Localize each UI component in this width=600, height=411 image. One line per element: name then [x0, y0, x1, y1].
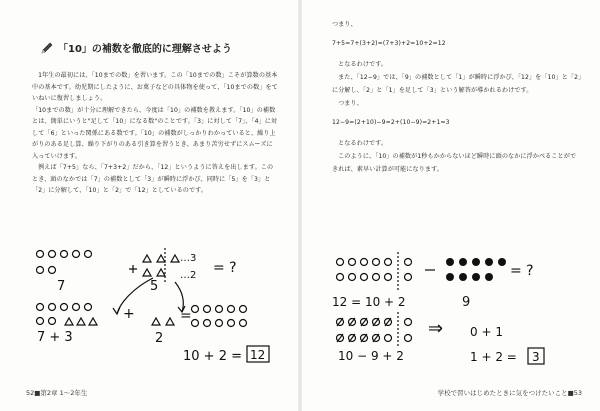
number-7: 7 [57, 279, 66, 294]
expr-7-plus-3: 7 + 3 [37, 330, 73, 345]
expr-12-split: 12 = 10 + 2 [332, 295, 406, 309]
arrow-right-icon: ⇒ [428, 318, 444, 339]
plus-sign: + [123, 306, 135, 322]
line-1: つまり、 [332, 21, 357, 28]
section-heading [40, 40, 232, 55]
page-footer-right: 学校で習いはじめたときに気をつけたいこと■53 [437, 389, 582, 397]
bracket-2-label: …2 [180, 270, 197, 281]
line-4: また、「12−9」では、「9」の補数として「1」が瞬時に浮かび、「12」を「10」と「2」に分解し、「2」と「1」を足して「3」という解答が導かれるわけです。 [332, 74, 582, 94]
paragraph-1: 1年生の最初には、「10までの数」を習います。この「10までの数」こそが算数の基本中の基本です。幼児期にしたように、お菓子などの具体物を使って、「10までの数」をていねいに復習しましょう。 [32, 72, 278, 102]
result-value: 12 [250, 348, 266, 362]
line-8: このように、「10」の補数が1秒もかからないほど瞬時に頭のなかに浮かべることができれば、素早い計算が可能になります。 [332, 153, 577, 173]
bottom-expression: 10 − 9 + 2 [338, 349, 404, 363]
equation-2: 12−9=(2+10)−9=2+(10−9)=2+1=3 [332, 119, 450, 126]
line-7: となるわけです。 [338, 140, 388, 147]
number-9: 9 [462, 295, 471, 310]
result-value-right: 3 [532, 350, 540, 364]
complement-diagram-right [330, 250, 590, 380]
pencil-icon [40, 41, 54, 55]
equation-1: 7+5=7+(3+2)=(7+3)+2=10+2=12 [332, 40, 446, 47]
result-expression: 10 + 2 = [183, 349, 242, 364]
equals-sign: = [180, 308, 192, 324]
line-3: となるわけです。 [338, 61, 388, 68]
question-equation: = ? [213, 260, 237, 276]
heading-text: 「10」の補数を徹底的に理解させよう [58, 44, 232, 55]
result-expression-right: 1 + 2 = [470, 350, 517, 364]
number-5: 5 [150, 279, 159, 294]
zero-plus-one: 0 + 1 [470, 325, 503, 339]
bracket-3-label: …3 [180, 253, 197, 264]
question-equation-right: = ? [510, 263, 534, 279]
number-2: 2 [155, 331, 164, 346]
complement-diagram-left [25, 242, 295, 382]
right-page [300, 0, 600, 411]
page-footer-left: 52■第2章 1～2年生 [26, 389, 88, 397]
paragraph-2: 「10までの数」が十分に理解できたら、今度は「10」の補数を教えます。「10」の補数とは、簡単にいうと"足して「10」になる数"のことです。「3」に対して「7」、「4」に対して「6」といった関係にある数です。「10」の補数がしっかりわかっていると、繰り上がりのある足し算、繰り下がりのある引き算を習うとき、あまり苦労せずにスムーズに入っていけます。 [32, 106, 278, 160]
paragraph-3: 例えば「7+5」なら、「7+3+2」だから、「12」というように答えを出します。このとき、頭のなかでは「7」の補数として「3」が瞬時に浮かび、同時に「5」を「3」と「2」に分解して、「10」と「2」で「12」としているのです。 [32, 164, 274, 194]
body-text-right [332, 18, 582, 176]
line-5: つまり、 [338, 100, 363, 107]
body-text [32, 70, 278, 197]
